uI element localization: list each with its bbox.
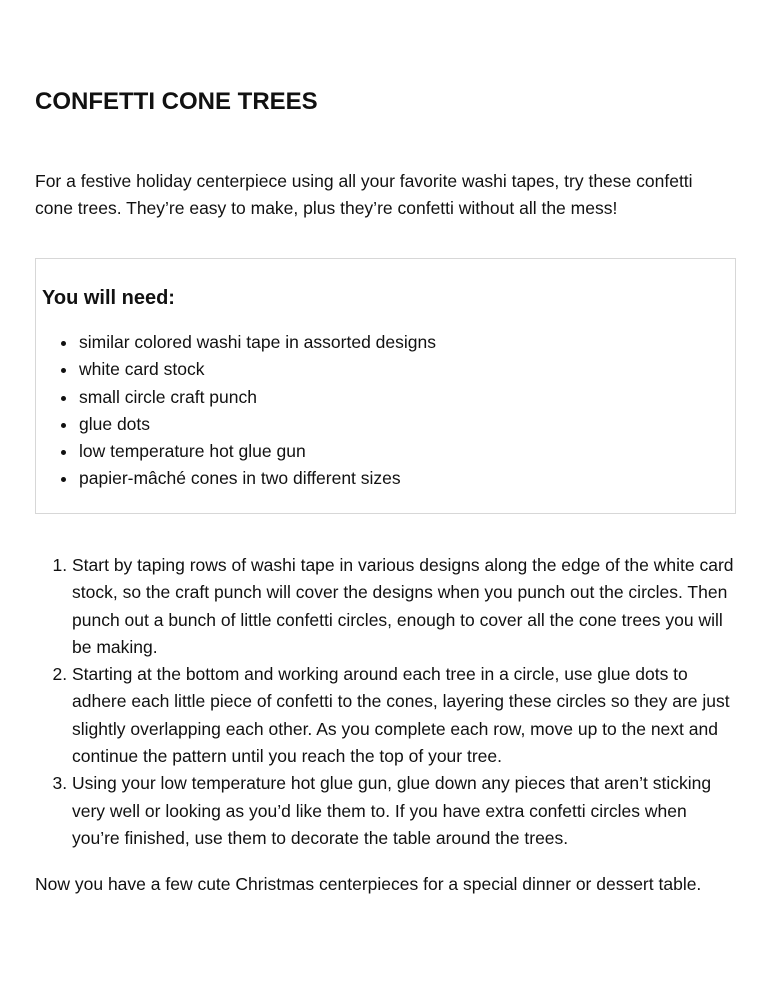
supplies-box: [35, 258, 736, 514]
instruction-steps: [35, 552, 738, 852]
supplies-heading: You will need:: [42, 287, 175, 309]
supply-item: • white card stock: [78, 356, 436, 383]
instruction-step: 1. Start by taping rows of washi tape in various designs along the edge of the white card stock, so the craft punch will cover the designs when you punch out the circles. Then punch out a bunch of little confetti circles, enough to cover all the cone trees you will be making.: [72, 552, 738, 661]
instruction-step: 3. Using your low temperature hot glue gun, glue down any pieces that aren’t sticking very well or looking as you’d like them to. If you have extra confetti circles when you’re finished, use them to decorate the table around the trees.: [72, 770, 738, 852]
closing-paragraph: Now you have a few cute Christmas centerpieces for a special dinner or dessert table.: [35, 874, 702, 894]
supplies-list: [36, 329, 436, 493]
instruction-step: 2. Starting at the bottom and working around each tree in a circle, use glue dots to adhere each little piece of confetti to the cones, layering these circles so they are just slightly overlapping each other. As you complete each row, move up to the next and continue the pattern until you reach the top of your tree.: [72, 661, 738, 770]
supply-item: • low temperature hot glue gun: [78, 438, 436, 465]
article-title: CONFETTI CONE TREES: [35, 88, 318, 115]
supply-item: • glue dots: [78, 411, 436, 438]
supply-item: • similar colored washi tape in assorted designs: [78, 329, 436, 356]
intro-paragraph: For a festive holiday centerpiece using all your favorite washi tapes, try these confetti cone trees. They’re easy to make, plus they’re confetti without all the mess!: [35, 171, 693, 219]
supply-item: • small circle craft punch: [78, 384, 436, 411]
supply-item: • papier-mâché cones in two different sizes: [78, 465, 436, 492]
